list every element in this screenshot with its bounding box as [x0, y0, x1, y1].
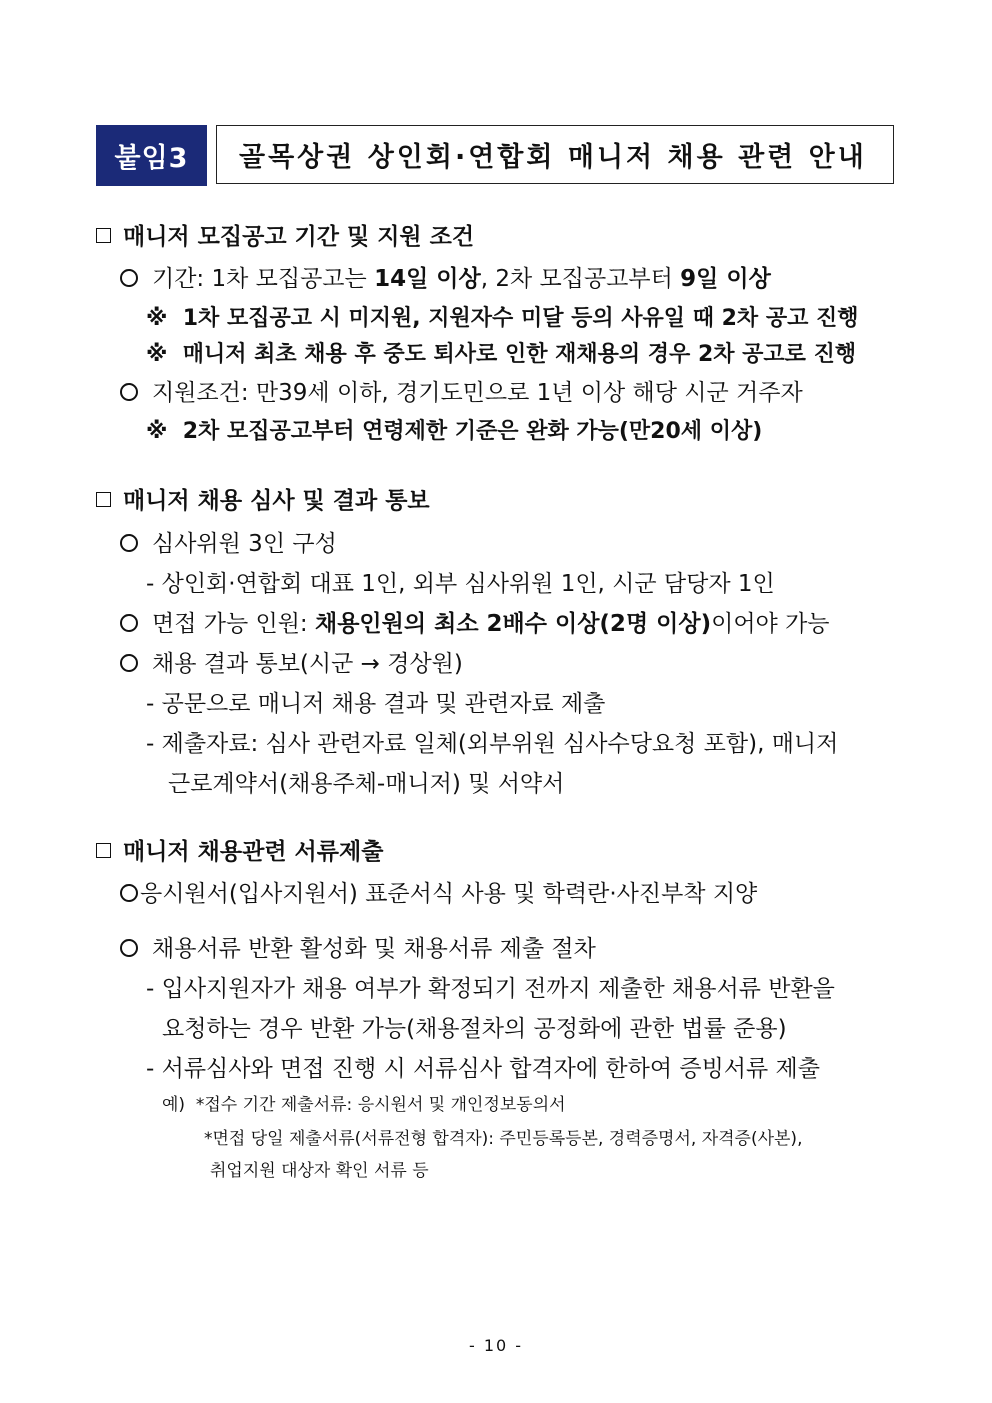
example-line3: 취업지원 대상자 확인 서류 등	[210, 1161, 429, 1181]
section3-return-detail1: - 입사지원자가 채용 여부가 확정되기 전까지 제출한 채용서류 반환을	[146, 976, 835, 1002]
section2-notify-detail2: - 제출자료: 심사 관련자료 일체(외부위원 심사수당요청 포함), 매니저	[146, 731, 839, 757]
section2-interview: 면접 가능 인원: 채용인원의 최소 2배수 이상(2명 이상)이어야 가능	[120, 605, 830, 638]
note-mark: ※	[146, 342, 168, 367]
circle-bullet-icon	[120, 654, 138, 672]
circle-bullet-icon	[120, 383, 138, 401]
section1-heading: 매니저 모집공고 기간 및 지원 조건	[96, 218, 474, 251]
circle-bullet-icon	[120, 614, 138, 632]
section1-period: 기간: 1차 모집공고는 14일 이상, 2차 모집공고부터 9일 이상	[120, 260, 771, 293]
square-bullet-icon	[96, 228, 111, 243]
section2-committee-detail: - 상인회·연합회 대표 1인, 외부 심사위원 1인, 시군 담당자 1인	[146, 571, 775, 597]
section3-return: 채용서류 반환 활성화 및 채용서류 제출 절차	[120, 930, 596, 963]
attachment-badge: 붙임3	[96, 125, 207, 186]
example-line2: *면접 당일 제출서류(서류전형 합격자): 주민등록등본, 경력증명서, 자격증(사본),	[204, 1129, 803, 1149]
circle-bullet-icon	[120, 939, 138, 957]
note-mark: ※	[146, 419, 168, 444]
circle-bullet-icon	[120, 269, 138, 287]
circle-bullet-icon	[120, 884, 138, 902]
page-title	[216, 125, 894, 184]
section2-heading: 매니저 채용 심사 및 결과 통보	[96, 482, 430, 515]
section2-notify-detail2-cont: 근로계약서(채용주체-매니저) 및 서약서	[168, 771, 565, 797]
section1-condition: 지원조건: 만39세 이하, 경기도민으로 1년 이상 해당 시군 거주자	[120, 374, 803, 407]
section1-note2: ※ 매니저 최초 채용 후 중도 퇴사로 인한 재채용의 경우 2차 공고로 진행	[146, 342, 857, 367]
section1-note3: ※ 2차 모집공고부터 연령제한 기준은 완화 가능(만20세 이상)	[146, 419, 763, 444]
square-bullet-icon	[96, 492, 111, 507]
square-bullet-icon	[96, 843, 111, 858]
example-line1: 예) *접수 기간 제출서류: 응시원서 및 개인정보동의서	[162, 1095, 566, 1115]
section2-notify-detail1: - 공문으로 매니저 채용 결과 및 관련자료 제출	[146, 691, 606, 717]
section2-committee: 심사위원 3인 구성	[120, 525, 337, 558]
note-mark: ※	[146, 306, 168, 331]
section1-note1: ※ 1차 모집공고 시 미지원, 지원자수 미달 등의 사유일 때 2차 공고 진행	[146, 306, 859, 331]
circle-bullet-icon	[120, 534, 138, 552]
section3-heading: 매니저 채용관련 서류제출	[96, 833, 383, 866]
section3-return-detail2: - 서류심사와 면접 진행 시 서류심사 합격자에 한하여 증빙서류 제출	[146, 1056, 820, 1082]
section3-return-detail1-cont: 요청하는 경우 반환 가능(채용절차의 공정화에 관한 법률 준용)	[162, 1016, 787, 1042]
section3-form: 응시원서(입사지원서) 표준서식 사용 및 학력란·사진부착 지양	[120, 875, 757, 908]
page-title-text: 골목상권 상인회·연합회 매니저 채용 관련 안내	[239, 142, 867, 173]
example-label: 예)	[162, 1095, 186, 1115]
page-number: - 10 -	[468, 1336, 524, 1355]
section2-notify: 채용 결과 통보(시군 → 경상원)	[120, 645, 463, 678]
